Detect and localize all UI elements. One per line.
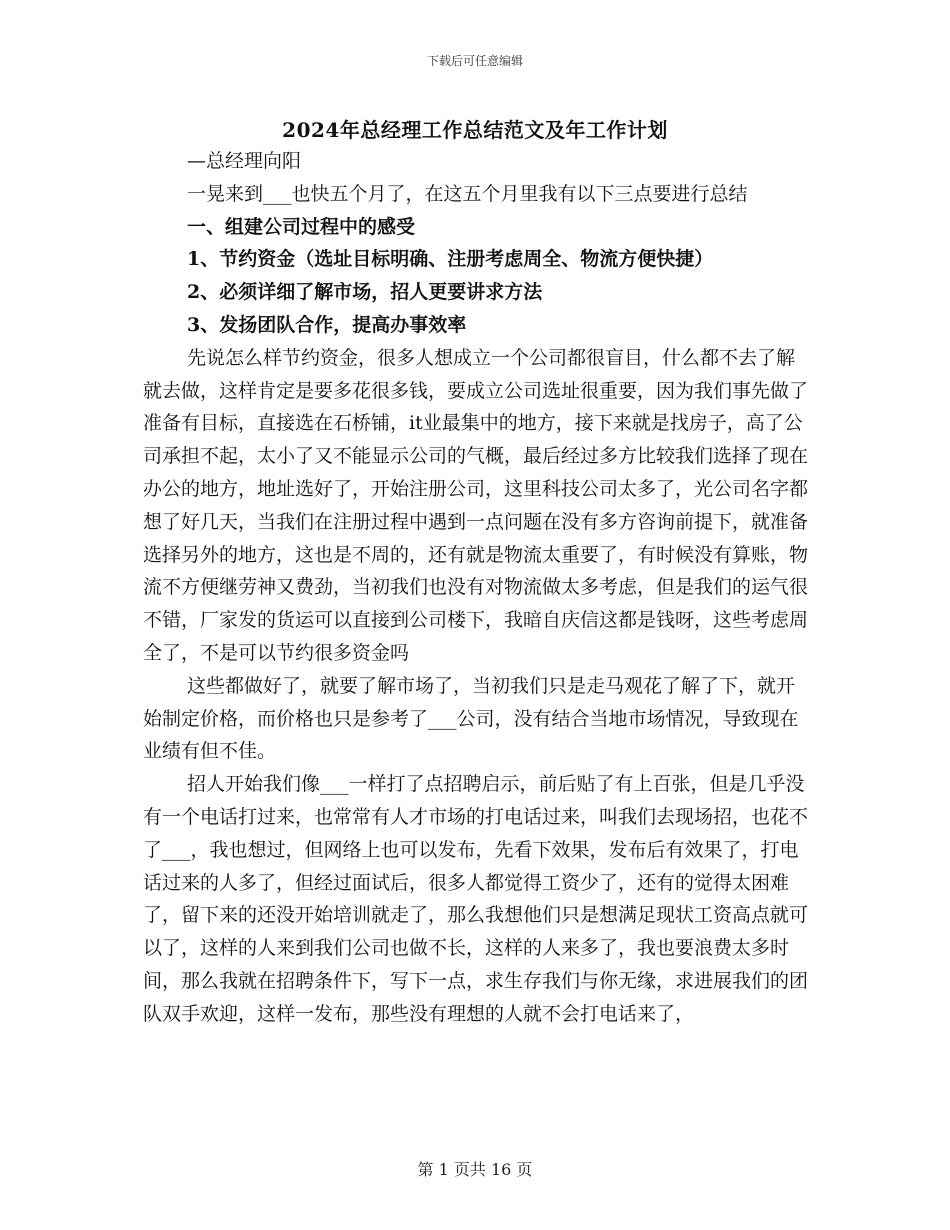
document-body (143, 145, 811, 1031)
document-title: 2024年总经理工作总结范文及年工作计划 (282, 118, 668, 142)
section-heading: 一、组建公司过程中的感受 (187, 215, 416, 238)
intro-paragraph: 一晃来到___也快五个月了，在这五个月里我有以下三点要进行总结 (187, 182, 748, 205)
point-2: 2、必须详细了解市场，招人更要讲求方法 (187, 281, 543, 304)
paragraph-market: 这些都做好了，就要了解市场了，当初我们只是走马观花了解了下，就开始制定价格，而价格也只是参考了___公司，没有结合当地市场情况，导致现在业绩有但不佳。 (143, 674, 799, 763)
paragraph-recruiting: 招人开始我们像___一样打了点招聘启示，前后贴了有上百张，但是几乎没有一个电话打过来，也常常有人才市场的打电话过来，叫我们去现场招，也花不了___，我也想过，但网络上也可以发布，先看下效果，发布后有效果了，打电话过来的人多了，但经过面试后，很多人都觉得工资少了，还有的觉得太困难了，留下来的还没开始培训就走了，那么我想他们只是想满足现状工资高点就可以了，这样的人来到我们公司也做不长，这样的人来多了，我也要浪费太多时间，那么我就在招聘条件下，写下一点，求生存我们与你无缘，求进展我们的团队双手欢迎，这样一发布，那些没有理想的人就不会打电话来了， (143, 773, 809, 1025)
point-3: 3、发扬团队合作，提高办事效率 (187, 313, 467, 336)
author-line: —总经理向阳 (187, 150, 302, 172)
point-1: 1、节约资金（选址目标明确、注册考虑周全、物流方便快捷） (187, 248, 714, 271)
page-footer: 第 1 页共 16 页 (417, 1160, 533, 1179)
page-header: 下载后可任意编辑 (426, 54, 523, 68)
paragraph-saving-funds: 先说怎么样节约资金，很多人想成立一个公司都很盲目，什么都不去了解就去做，这样肯定是要多花很多钱，要成立公司选址很重要，因为我们事先做了准备有目标，直接选在石桥铺，it业最集中的地方，接下来就是找房子，高了公司承担不起，太小了又不能显示公司的气概，最后经过多方比较我们选择了现在办公的地方，地址选好了，开始注册公司，这里科技公司太多了，光公司名字都想了好几天，当我们在注册过程中遇到一点问题在没有多方咨询前提下，就准备选择另外的地方，这也是不周的，还有就是物流太重要了，有时候没有算账，物流不方便继劳神又费劲，当初我们也没有对物流做太多考虑，但是我们的运气很不错，厂家发的货运可以直接到公司楼下，我暗自庆信这都是钱呀，这些考虑周全了，不是可以节约很多资金吗 (143, 346, 809, 664)
